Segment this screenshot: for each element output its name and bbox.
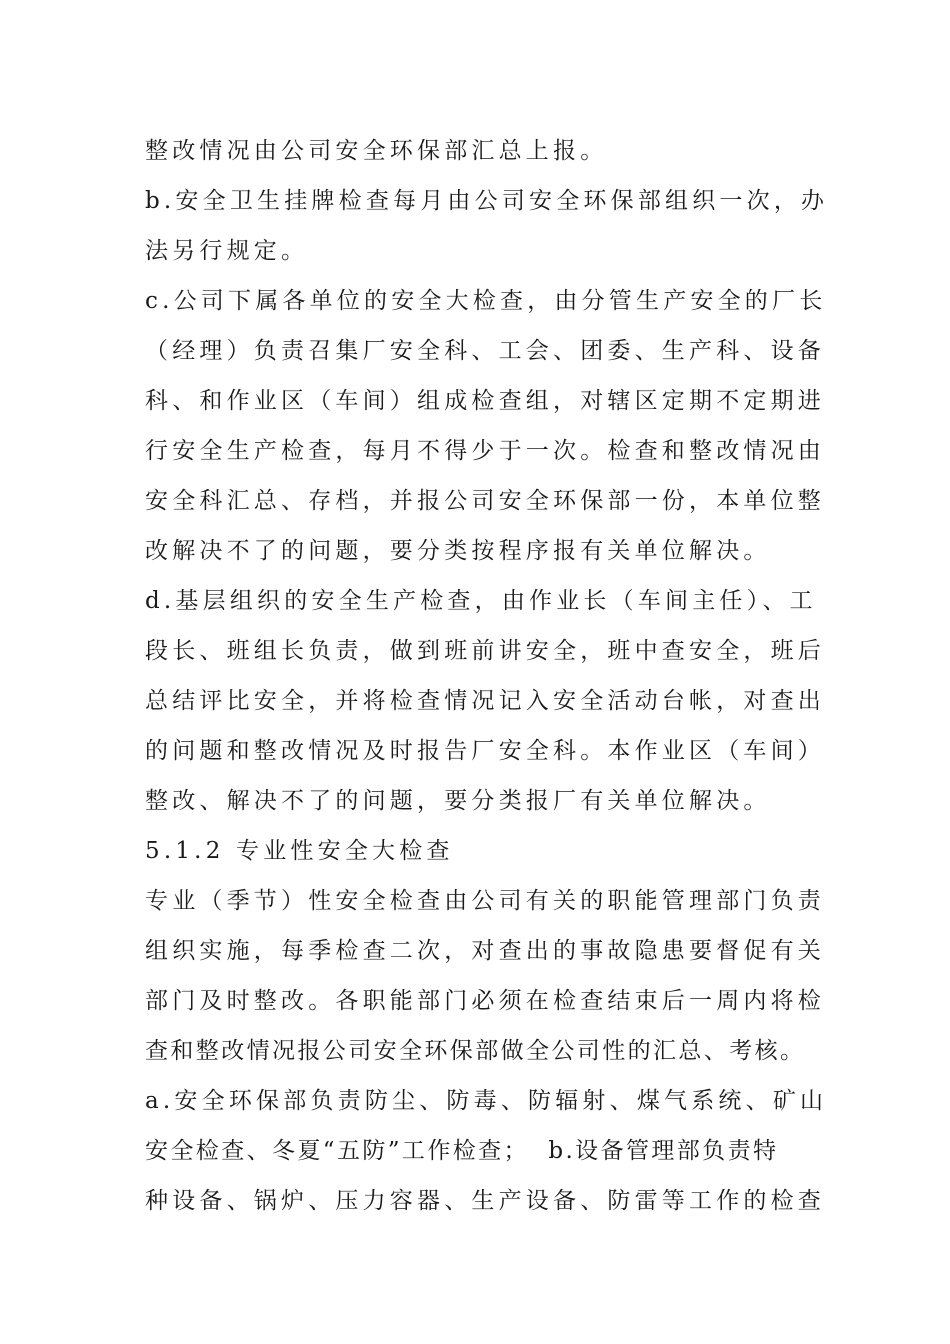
text-line: 安全科汇总、存档，并报公司安全环保部一份，本单位整 <box>145 488 825 514</box>
text-line: c.公司下属各单位的安全大检查，由分管生产安全的厂长 <box>145 288 827 314</box>
text-line: 整改情况由公司安全环保部汇总上报。 <box>145 138 608 164</box>
text-line: a.安全环保部负责防尘、防毒、防辐射、煤气系统、矿山 <box>145 1088 828 1114</box>
text-line: 专业（季节）性安全检查由公司有关的职能管理部门负责 <box>145 888 825 914</box>
section-heading: 5.1.2 专业性安全大检查 <box>145 838 454 864</box>
text-line: 科、和作业区（车间）组成检查组，对辖区定期不定期进 <box>145 388 825 414</box>
text-line: 行安全生产检查，每月不得少于一次。检查和整改情况由 <box>145 438 825 464</box>
text-line: 组织实施，每季检查二次，对查出的事故隐患要督促有关 <box>145 938 825 964</box>
text-line: 段长、班组长负责，做到班前讲安全，班中查安全，班后 <box>145 638 825 664</box>
text-line: 种设备、锅炉、压力容器、生产设备、防雷等工作的检查 <box>145 1188 825 1214</box>
text-line: b.安全卫生挂牌检查每月由公司安全环保部组织一次，办 <box>145 188 829 214</box>
text-line: 部门及时整改。各职能部门必须在检查结束后一周内将检 <box>145 988 825 1014</box>
text-line: 安全检查、冬夏“五防”工作检查； b.设备管理部负责特 <box>145 1138 779 1164</box>
text-line: 的问题和整改情况及时报告厂安全科。本作业区（车间） <box>145 738 825 764</box>
text-line: （经理）负责召集厂安全科、工会、团委、生产科、设备 <box>145 338 825 364</box>
text-line: 改解决不了的问题，要分类按程序报有关单位解决。 <box>145 538 771 564</box>
text-line: 整改、解决不了的问题，要分类报厂有关单位解决。 <box>145 788 771 814</box>
text-line: 查和整改情况报公司安全环保部做全公司性的汇总、考核。 <box>145 1038 806 1064</box>
text-line: 法另行规定。 <box>145 238 309 264</box>
text-line: d.基层组织的安全生产检查，由作业长（车间主任）、工 <box>145 588 817 614</box>
text-line: 总结评比安全，并将检查情况记入安全活动台帐，对查出 <box>145 688 825 714</box>
